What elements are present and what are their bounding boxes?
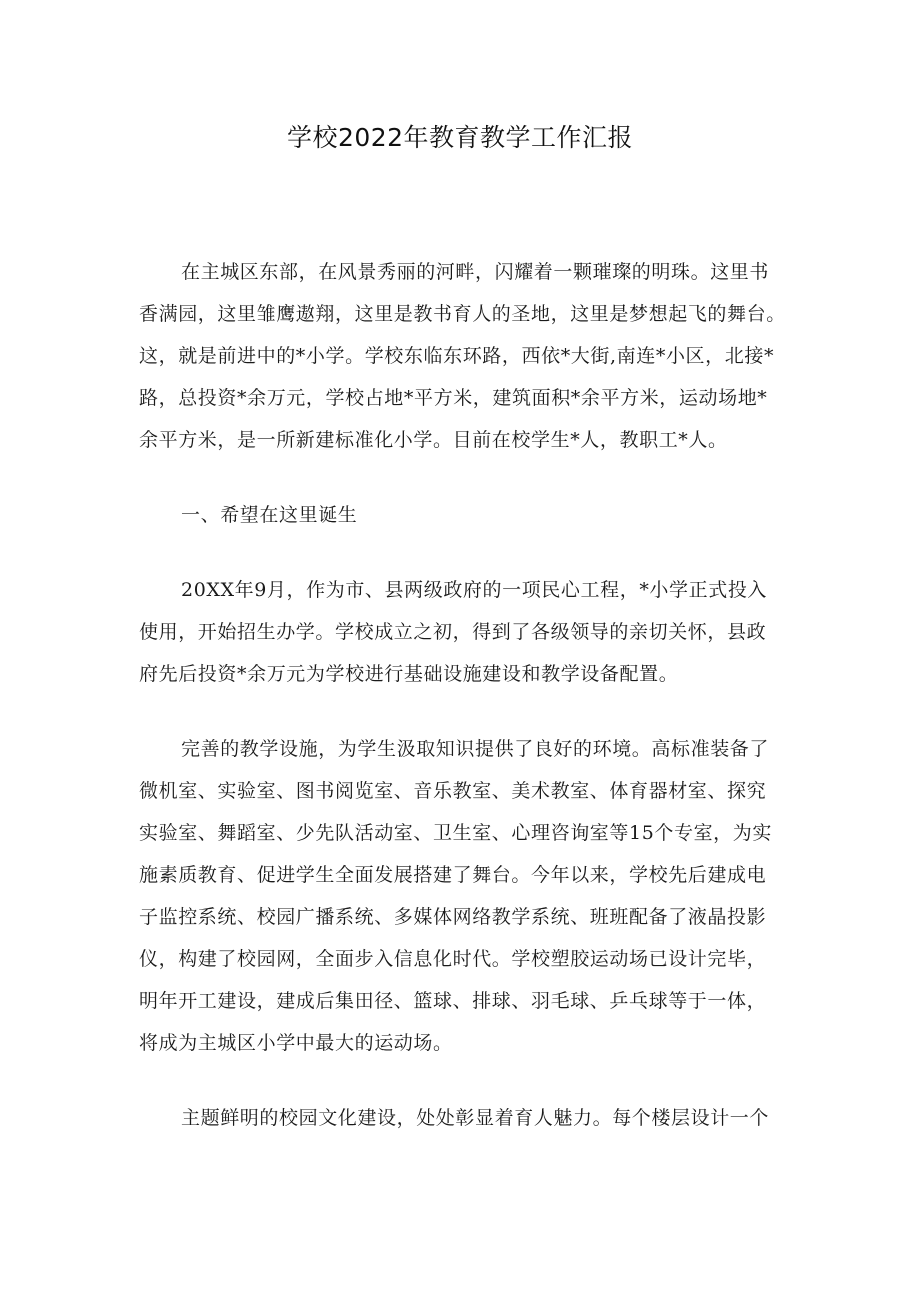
section-heading [139,494,799,536]
paragraph-culture [139,1097,799,1139]
paragraph-line: 府先后投资*余万元为学校进行基础设施建设和教学设备配置。 [139,663,679,685]
paragraph-line: 香满园，这里雏鹰遨翔，这里是教书育人的圣地，这里是梦想起飞的舞台。 [139,303,786,325]
paragraph-line: 在主城区东部，在风景秀丽的河畔，闪耀着一颗璀璨的明珠。这里书 [181,261,770,283]
paragraph-gap [139,695,799,728]
paragraph-line: 实验室、舞蹈室、少先队活动室、卫生室、心理咨询室等15个专室，为实 [139,822,772,844]
paragraph-line: 完善的教学设施，为学生汲取知识提供了良好的环境。高标准装备了 [181,738,770,760]
paragraph-intro [139,251,799,461]
document-body [139,251,799,1139]
paragraph-founding [139,569,799,695]
paragraph-line: 20XX年9月，作为市、县两级政府的一项民心工程，*小学正式投入 [181,579,768,601]
paragraph-line: 微机室、实验室、图书阅览室、音乐教室、美术教室、体育器材室、探究 [139,780,767,802]
paragraph-gap [139,1064,799,1097]
paragraph-line: 明年开工建设，建成后集田径、篮球、排球、羽毛球、乒乓球等于一体， [139,990,767,1012]
section-heading-text: 一、希望在这里诞生 [181,504,358,526]
paragraph-line: 施素质教育、促进学生全面发展搭建了舞台。今年以来，学校先后建成电 [139,864,767,886]
paragraph-gap [139,536,799,569]
paragraph-facilities [139,728,799,1064]
paragraph-line: 将成为主城区小学中最大的运动场。 [139,1032,453,1054]
paragraph-line: 这，就是前进中的*小学。学校东临东环路，西依*大街,南连*小区，北接* [139,345,775,367]
paragraph-line: 余平方米，是一所新建标准化小学。目前在校学生*人，教职工*人。 [139,429,728,451]
paragraph-gap [139,461,799,494]
paragraph-line: 子监控系统、校园广播系统、多媒体网络教学系统、班班配备了液晶投影 [139,906,767,928]
document-title: 学校2022年教育教学工作汇报 [286,123,634,152]
paragraph-line: 路，总投资*余万元，学校占地*平方米，建筑面积*余平方米，运动场地* [139,387,768,409]
paragraph-line: 仪，构建了校园网，全面步入信息化时代。学校塑胶运动场已设计完毕， [139,948,767,970]
paragraph-line: 使用，开始招生办学。学校成立之初，得到了各级领导的亲切关怀，县政 [139,621,767,643]
paragraph-line: 主题鲜明的校园文化建设，处处彰显着育人魅力。每个楼层设计一个 [181,1107,770,1129]
